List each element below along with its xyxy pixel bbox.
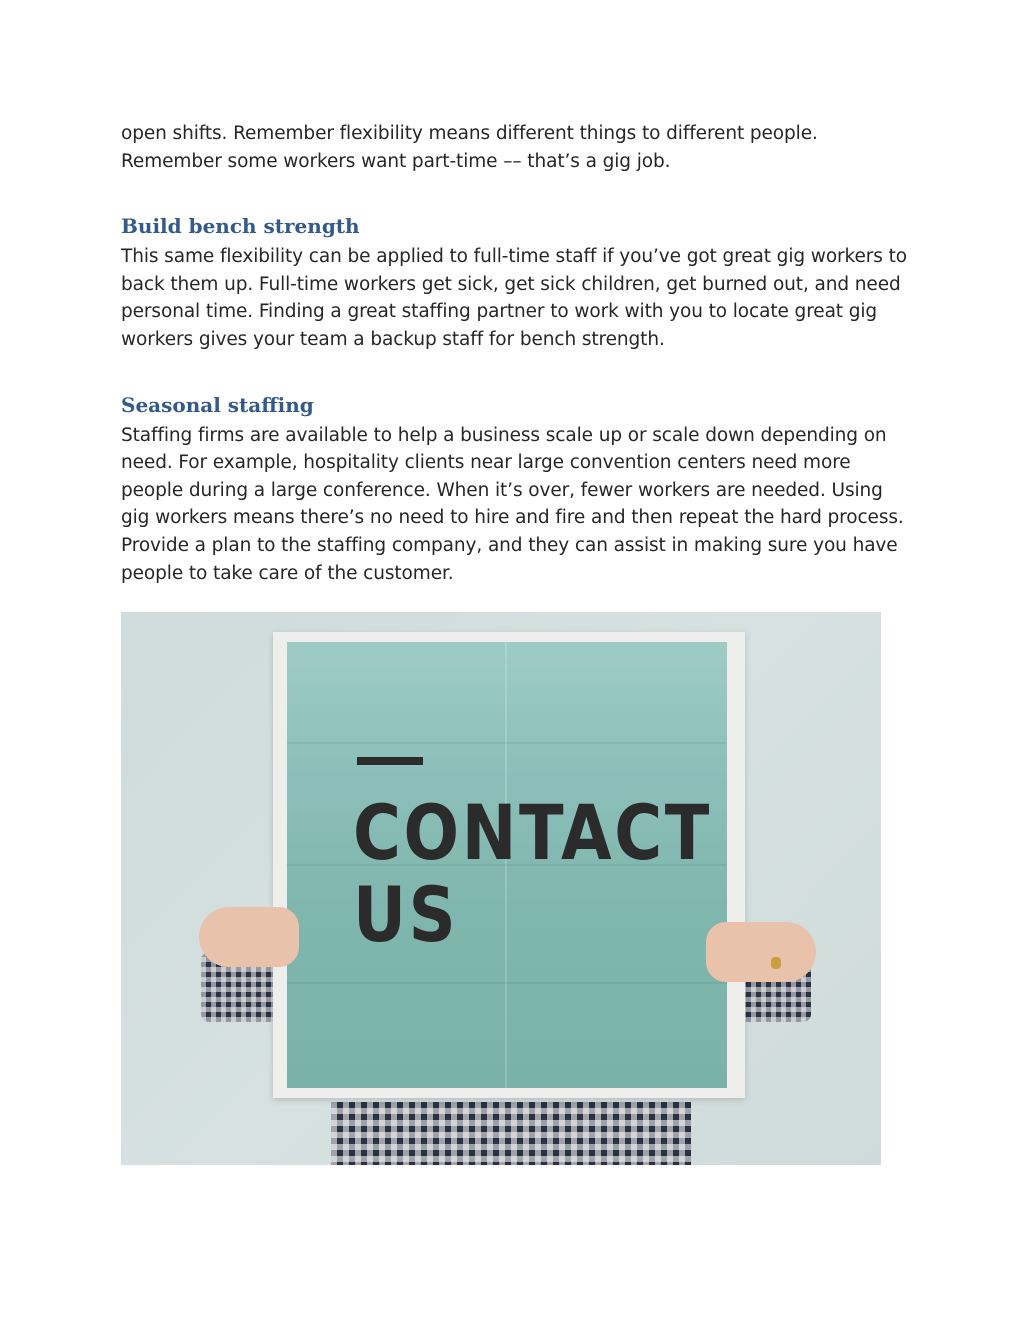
document-body [121,120,911,587]
poster-line-contact: CONTACT [353,788,712,877]
bench-paragraph: This same flexibility can be applied to full-time staff if you’ve got great gig workers to back them up. Full-time workers get sick, get sick children, get burned out, and need personal time. Finding a great staffing partner to work with you to locate great gig workers gives your team a backup staff for bench strength. [121,246,907,350]
seasonal-paragraph: Staffing firms are available to help a business scale up or scale down depending on need. For example, hospitality clients near large convention centers need more people during a large conference. When it’s over, fewer workers are needed. Using gig workers means there’s no need to hire and fire and then repeat the hard process. Provide a plan to the staffing company, and they can assist in making sure you have people to take care of the customer. [121,424,904,584]
contact-us-photo [121,612,881,1165]
heading-build-bench-strength: Build bench strength [121,214,360,239]
checkered-shirt [331,1102,691,1165]
intro-paragraph: open shifts. Remember flexibility means different things to different people. Remember some workers want part-time –– that’s a gig job. [121,123,818,172]
ring [771,957,781,969]
poster-frame [273,632,745,1098]
heading-seasonal-staffing: Seasonal staffing [121,392,314,417]
left-hand [199,907,299,967]
poster-line-us: US [353,870,459,959]
contact-us-poster [287,642,727,1088]
right-hand [706,922,816,982]
poster-dash [357,757,423,765]
poster-text [353,788,712,959]
